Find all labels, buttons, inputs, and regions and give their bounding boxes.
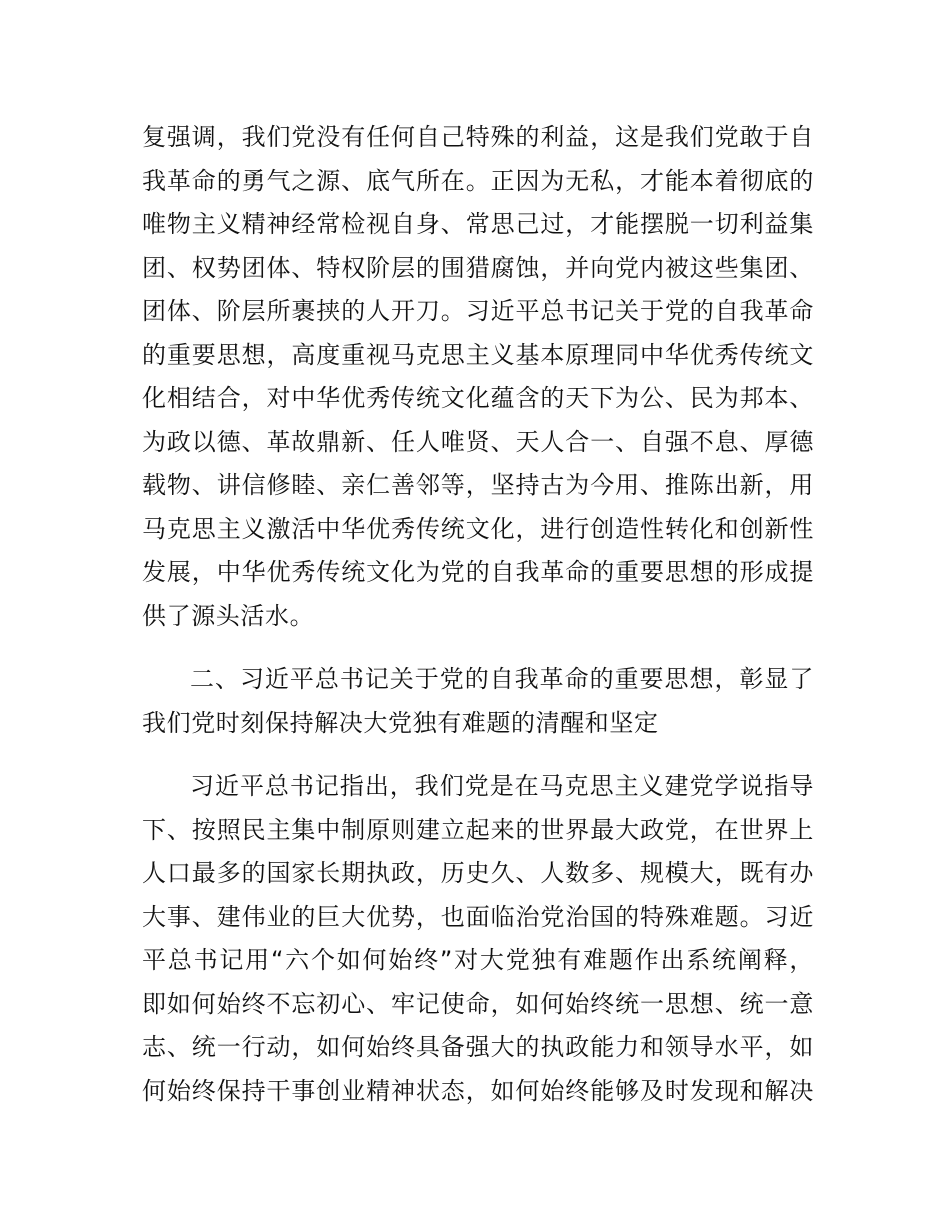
- text-line: 志、统一行动，如何始终具备强大的执政能力和领导水平，如: [142, 1033, 814, 1061]
- text-line: 何始终保持干事创业精神状态，如何始终能够及时发现和解决: [142, 1076, 814, 1105]
- text-line: 即如何始终不忘初心、牢记使命，如何始终统一思想、统一意: [142, 989, 814, 1018]
- text-line: 供了源头活水。: [142, 601, 315, 630]
- text-line: 发展，中华优秀传统文化为党的自我革命的重要思想的形成提: [142, 558, 814, 586]
- text-line: 大事、建伟业的巨大优势，也面临治党治国的特殊难题。习近: [142, 902, 814, 931]
- text-line: 马克思主义激活中华优秀传统文化，进行创造性转化和创新性: [142, 514, 814, 543]
- text-line: 复强调，我们党没有任何自己特殊的利益，这是我们党敢于自: [142, 123, 814, 151]
- paragraph-gap: [142, 745, 814, 765]
- text-line: 我革命的勇气之源、底气所在。正因为无私，才能本着彻底的: [142, 166, 814, 195]
- text-line: 人口最多的国家长期执政，历史久、人数多、规模大，既有办: [142, 859, 814, 887]
- heading-line: 我们党时刻保持解决大党独有难题的清醒和坚定: [142, 708, 659, 737]
- text-line: 团体、阶层所裹挟的人开刀。习近平总书记关于党的自我革命: [142, 297, 814, 325]
- text-line: 载物、讲信修睦、亲仁善邻等，坚持古为今用、推陈出新，用: [142, 471, 814, 499]
- paragraph-section-two: [142, 765, 814, 1113]
- body-text: [142, 116, 814, 1113]
- paragraph-continuation: [142, 116, 814, 638]
- paragraph-gap: [142, 638, 814, 658]
- text-line: 为政以德、革故鼎新、任人唯贤、天人合一、自强不息、厚德: [142, 427, 814, 456]
- section-heading-two: [142, 658, 814, 745]
- text-line: 化相结合，对中华优秀传统文化蕴含的天下为公、民为邦本、: [142, 384, 814, 412]
- text-line: 习近平总书记指出，我们党是在马克思主义建党学说指导: [190, 772, 814, 800]
- text-line: 团、权势团体、特权阶层的围猎腐蚀，并向党内被这些集团、: [142, 253, 814, 282]
- heading-line: 二、习近平总书记关于党的自我革命的重要思想，彰显了: [190, 665, 814, 693]
- text-line: 平总书记用“六个如何始终”对大党独有难题作出系统阐释，: [142, 946, 814, 974]
- text-line: 下、按照民主集中制原则建立起来的世界最大政党，在世界上: [142, 815, 814, 844]
- text-line: 唯物主义精神经常检视自身、常思己过，才能摆脱一切利益集: [142, 210, 814, 238]
- text-line: 的重要思想，高度重视马克思主义基本原理同中华优秀传统文: [142, 340, 814, 369]
